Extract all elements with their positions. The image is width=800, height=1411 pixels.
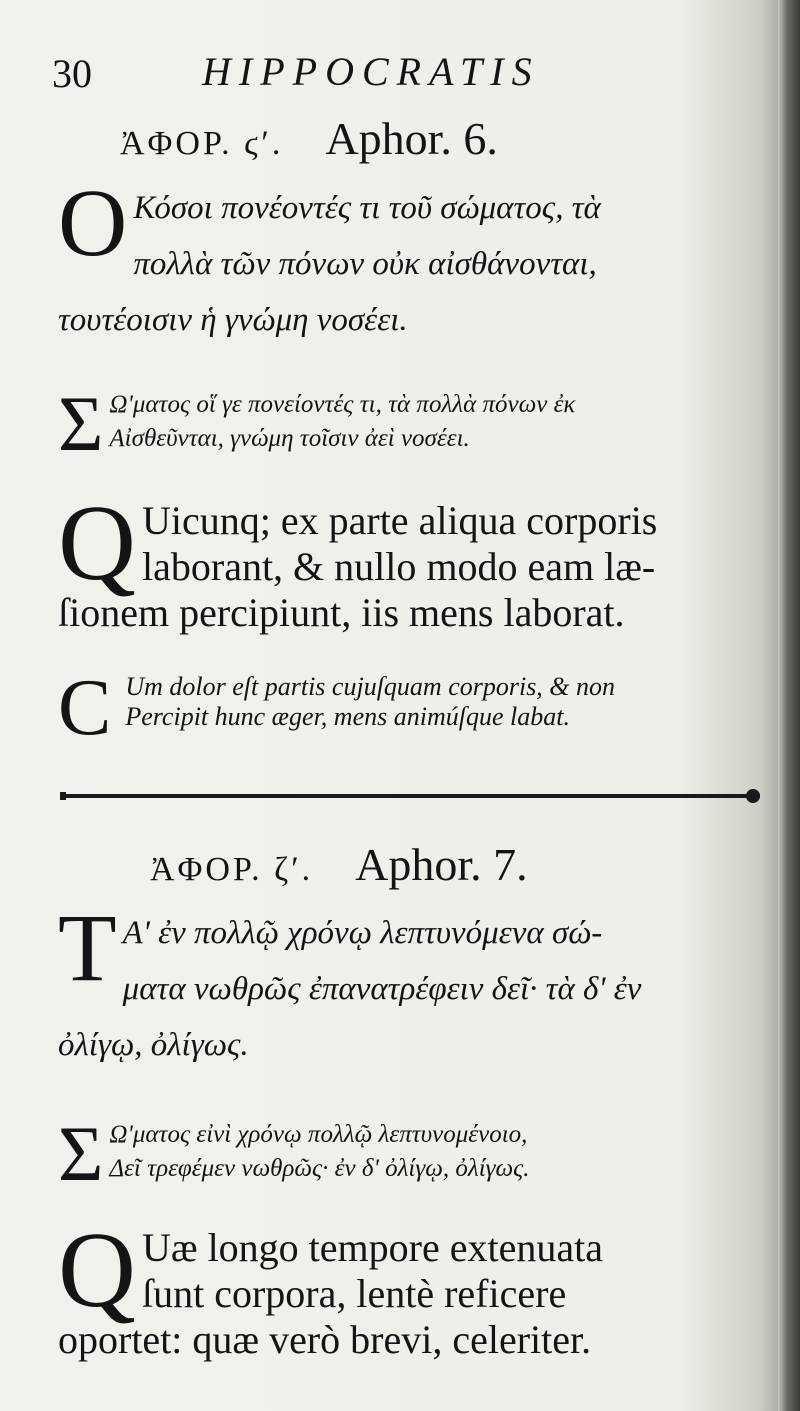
verse-line: Ω'ματος εἰνὶ χρόνῳ πολλῷ λεπτυνομένοιο, bbox=[109, 1121, 528, 1148]
text-line: Κόσοι πονέοντές τι τοῦ σώματος, τὰ bbox=[133, 190, 601, 226]
dropcap: Σ bbox=[58, 380, 104, 467]
aphorism-6-latin-prose bbox=[58, 484, 763, 636]
verse-line: Δεῖ τρεφέμεν νωθρῶς· ἐν δ' ὀλίγῳ, ὀλίγως. bbox=[109, 1155, 530, 1182]
dropcap: C bbox=[58, 664, 112, 752]
aphorism-6-greek-prose bbox=[58, 169, 763, 348]
aphorism-7-greek-verse bbox=[58, 1110, 763, 1197]
text-line: ſionem percipiunt, iis mens laborat. bbox=[58, 590, 625, 635]
aphorism-7-heading bbox=[150, 838, 800, 891]
section-divider-rule bbox=[60, 788, 760, 804]
text-line: Α' ἐν πολλῷ χρόνῳ λεπτυνόμενα σώ- bbox=[122, 915, 603, 951]
text-line: Uæ longo tempore extenuata bbox=[142, 1225, 603, 1270]
dropcap: T bbox=[58, 894, 117, 1001]
page-header bbox=[52, 48, 752, 108]
text-line: ſunt corpora, lentè reficere bbox=[142, 1271, 567, 1316]
verse-line: Αἰσθεῦνται, γνώμη τοῖσιν ἀεὶ νοσέει. bbox=[109, 425, 470, 452]
verse-line: Percipit hunc æger, mens animúſque labat. bbox=[125, 702, 570, 731]
page-number: 30 bbox=[52, 51, 92, 96]
greek-heading: ἈΦΟΡ. ϛʹ. bbox=[120, 125, 284, 162]
dropcap: O bbox=[58, 169, 128, 276]
latin-heading: Aphor. 7. bbox=[355, 839, 528, 890]
rule-right-end bbox=[746, 789, 760, 803]
text-line: ματα νωθρῶς ἐπανατρέφειν δεῖ· τὰ δ' ἐν bbox=[122, 971, 642, 1007]
verse-line: Ω'ματος οἵ γε πονείοντές τι, τὰ πολλὰ πόνων ἐκ bbox=[109, 391, 576, 418]
text-line: oportet: quæ verò brevi, celeriter. bbox=[58, 1317, 592, 1362]
rule-bar bbox=[60, 794, 760, 798]
text-line: Uicunq; ex parte aliqua corporis bbox=[142, 498, 658, 543]
dropcap: Q bbox=[58, 1211, 136, 1330]
dropcap: Σ bbox=[58, 1110, 104, 1197]
text-line: τουτέοισιν ἡ γνώμη νοσέει. bbox=[58, 302, 408, 338]
verse-line: Um dolor eſt partis cujuſquam corporis, & non bbox=[125, 672, 616, 701]
running-title: HIPPOCRATIS bbox=[202, 49, 540, 94]
latin-heading: Aphor. 6. bbox=[325, 113, 498, 164]
greek-heading: ἈΦΟΡ. ζʹ. bbox=[150, 851, 314, 888]
aphorism-6-heading bbox=[120, 112, 800, 165]
text-line: laborant, & nullo modo eam læ- bbox=[142, 544, 656, 589]
page-edge-shadow bbox=[778, 0, 800, 1411]
text-line: ὀλίγῳ, ὀλίγως. bbox=[58, 1027, 249, 1063]
aphorism-6-latin-verse bbox=[58, 664, 763, 752]
aphorism-7-latin-prose bbox=[58, 1211, 763, 1363]
aphorism-7-greek-prose bbox=[58, 894, 763, 1073]
text-line: πολλὰ τῶν πόνων οὐκ αἰσθάνονται, bbox=[133, 246, 597, 282]
dropcap: Q bbox=[58, 484, 136, 603]
aphorism-6-greek-verse bbox=[58, 380, 763, 467]
